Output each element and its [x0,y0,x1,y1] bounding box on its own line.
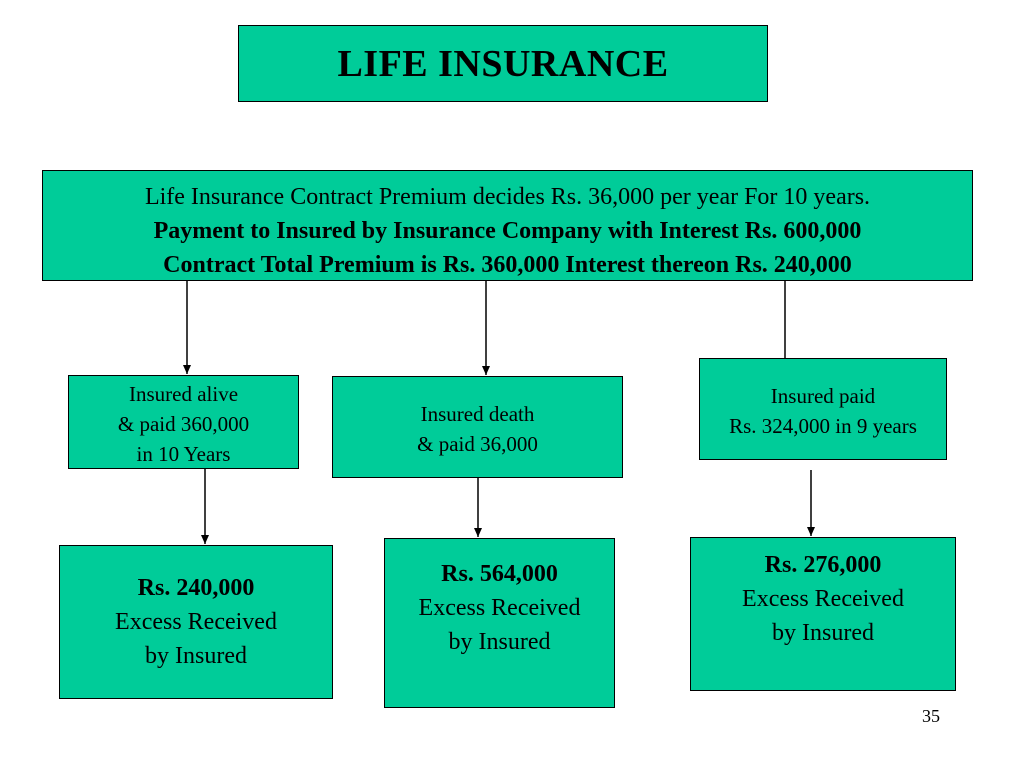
scenario-alive-box [68,375,299,469]
page-number: 35 [922,706,940,726]
result-death-text: by Insured [448,629,551,655]
result-paid-box [690,537,956,691]
scenario-paid-line: Insured paid [770,384,876,408]
page-title: LIFE INSURANCE [337,42,669,85]
scenario-death-line: Insured death [420,402,535,426]
result-paid-amount: Rs. 276,000 [764,552,882,578]
scenario-death-box [332,376,623,478]
contract-premium-line: Life Insurance Contract Premium decides Rs. 36,000 per year For 10 years. [144,184,871,210]
scenario-death-line: & paid 36,000 [417,432,538,456]
scenario-alive-line: & paid 360,000 [117,412,250,436]
contract-total-line: Contract Total Premium is Rs. 360,000 Interest thereon Rs. 240,000 [163,252,852,278]
contract-summary-box [42,170,973,281]
result-death-text: Excess Received [418,595,581,621]
scenario-paid-line: Rs. 324,000 in 9 years [729,414,917,438]
result-alive-amount: Rs. 240,000 [137,575,255,601]
scenario-alive-line: in 10 Years [136,442,231,466]
result-paid-text: Excess Received [742,586,904,612]
result-death-amount: Rs. 564,000 [441,561,558,587]
result-alive-text: by Insured [145,643,247,669]
contract-payment-line: Payment to Insured by Insurance Company with Interest Rs. 600,000 [153,218,862,244]
result-paid-text: by Insured [772,620,874,646]
result-alive-text: Excess Received [115,609,277,635]
scenario-paid-box [699,358,947,460]
scenario-alive-line: Insured alive [128,382,239,406]
result-alive-box [59,545,333,699]
result-death-box [384,538,615,708]
title-box [238,25,768,102]
